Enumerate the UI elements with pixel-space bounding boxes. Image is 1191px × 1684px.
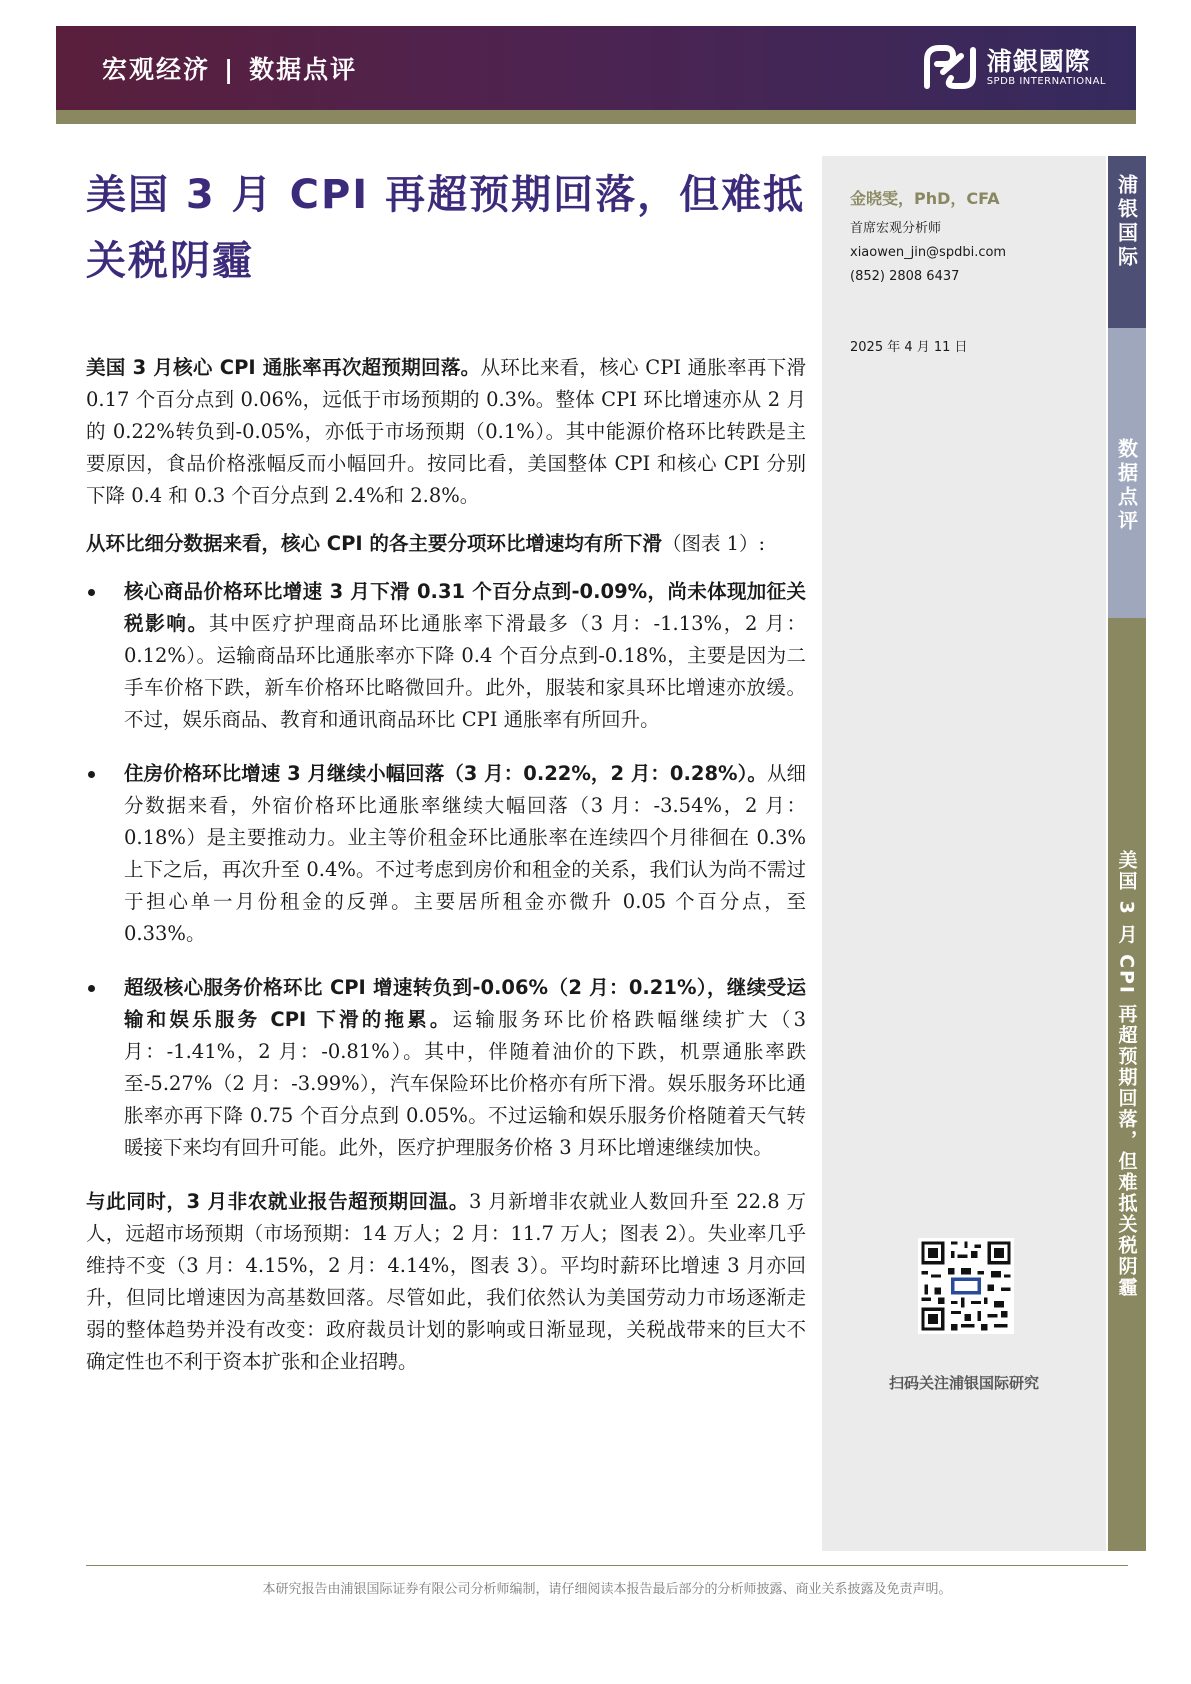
author-name: 金晓雯，PhD，CFA (850, 189, 1000, 208)
author-info (850, 186, 1006, 289)
list-item (86, 758, 806, 950)
logo-english-name: SPDB INTERNATIONAL (986, 75, 1106, 87)
side-tab-title-label: 美国 3 月 CPI 再超预期回落，但难抵关税阴霾 (1115, 850, 1138, 1298)
report-header-banner (56, 26, 1136, 110)
paragraph-text: 从环比来看，核心 CPI 通胀率再下滑 0.17 个百分点到 0.06%，远低于市场预期的 0.3%。整体 CPI 环比增速亦从 2 月的 0.22%转负到-0.05%，亦低于市场预期（0.1%）。其中能源价格环比转跌是主要原因，食品价格涨幅反而小幅回升。按同比看，美国整体 CPI 和核心 CPI 分别下降 0.4 和 0.3 个百分点到 2.4%和 2.8%。 (86, 356, 806, 507)
author-phone: (852) 2808 6437 (850, 269, 960, 284)
paragraph-cpi-summary (86, 352, 806, 512)
list-item-lead: 超级核心服务价格环比 CPI 增速转负到-0.06%（2 月：0.21%），继续受运输和娱乐服务 CPI 下滑的拖累。 (124, 976, 806, 1031)
sidebar-panel (822, 156, 1106, 1551)
bullet-icon (88, 589, 95, 596)
qr-code-icon[interactable] (918, 1238, 1014, 1334)
spdb-logo-icon (921, 42, 979, 92)
list-item-text: 运输服务环比价格跌幅继续扩大（3 月：-1.41%，2 月：-0.81%）。其中，伴随着油价的下跌，机票通胀率跌至-5.27%（2 月：-3.99%），汽车保险环比价格亦有所下滑。娱乐服务环比通胀率亦再下降 0.75 个百分点到 0.05%。不过运输和娱乐服务价格随着天气转暖接下来均有回升可能。此外，医疗护理服务价格 3 月环比增速继续加快。 (124, 1008, 806, 1159)
list-item-text: 从细分数据来看，外宿价格环比通胀率继续大幅回落（3 月：-3.54%，2 月：0.18%）是主要推动力。业主等价租金环比通胀率在连续四个月徘徊在 0.3%上下之后，再次升至 0.4%。不过考虑到房价和租金的关系，我们认为尚不需过于担心单一月份租金的反弹。主要居所租金亦微升 0.05 个百分点，至 0.33%。 (124, 762, 806, 945)
bullet-icon (88, 771, 95, 778)
list-item-lead: 核心商品价格环比增速 3 月下滑 0.31 个百分点到-0.09%，尚未体现加征关税影响。 (124, 580, 806, 635)
report-body (86, 352, 806, 1394)
qr-caption: 扫码关注浦银国际研究 (888, 1374, 1039, 1392)
list-item (86, 576, 806, 736)
category-separator: | (224, 55, 236, 84)
side-tab-title (1108, 618, 1146, 1551)
paragraph-text: （图表 1）: (661, 532, 766, 555)
report-category (102, 50, 357, 86)
header-underline-bar (56, 110, 1136, 124)
side-tab-type-label: 数据点评 (1114, 438, 1139, 534)
paragraph-lead: 美国 3 月核心 CPI 通胀率再次超预期回落。 (86, 356, 481, 379)
paragraph-lead: 从环比细分数据来看，核心 CPI 的各主要分项环比增速均有所下滑 (86, 532, 662, 555)
paragraph-breakdown-intro (86, 528, 806, 560)
side-tab-type (1108, 328, 1146, 618)
side-tab-company-label: 浦银国际 (1114, 174, 1139, 270)
paragraph-text: 3 月新增非农就业人数回升至 22.8 万人，远超市场预期（市场预期：14 万人；2 月：11.7 万人；图表 2）。失业率几乎维持不变（3 月：4.15%，2 月：4.14%，图表 3）。平均时薪环比增速 3 月亦回升，但同比增速因为高基数回落。尽管如此，我们依然认为美国劳动力市场逐渐走弱的整体趋势并没有改变：政府裁员计划的影响或日渐显现，关税战带来的巨大不确定性也不利于资本扩张和企业招聘。 (86, 1190, 806, 1373)
paragraph-jobs-report (86, 1186, 806, 1378)
report-date: 2025 年 4 月 11 日 (850, 340, 968, 355)
company-logo (921, 42, 1106, 92)
list-item-text: 其中医疗护理商品环比通胀率下滑最多（3 月：-1.13%，2 月：0.12%）。运输商品环比通胀率亦下降 0.4 个百分点到-0.18%，主要是因为二手车价格下跌，新车价格环比略微回升。此外，服装和家具环比增速亦放缓。不过，娱乐商品、教育和通讯商品环比 CPI 通胀率有所回升。 (124, 612, 806, 731)
list-item (86, 972, 806, 1164)
footer-disclaimer: 本研究报告由浦银国际证券有限公司分析师编制，请仔细阅读本报告最后部分的分析师披露、商业关系披露及免责声明。 (262, 1582, 952, 1597)
footer-divider (86, 1565, 1128, 1566)
bullet-list (86, 576, 806, 1164)
logo-chinese-name: 浦銀國際 (986, 46, 1091, 76)
category-subsection: 数据点评 (249, 55, 358, 84)
list-item-lead: 住房价格环比增速 3 月继续小幅回落（3 月：0.22%，2 月：0.28%）。 (124, 762, 767, 785)
author-role: 首席宏观分析师 (850, 221, 942, 236)
paragraph-lead: 与此同时，3 月非农就业报告超预期回温。 (86, 1190, 469, 1213)
report-title: 美国 3 月 CPI 再超预期回落，但难抵关税阴霾 (86, 172, 806, 284)
author-email[interactable]: xiaowen_jin@spdbi.com (850, 245, 1007, 260)
bullet-icon (88, 985, 95, 992)
category-section: 宏观经济 (102, 55, 211, 84)
side-tab-company (1108, 156, 1146, 328)
